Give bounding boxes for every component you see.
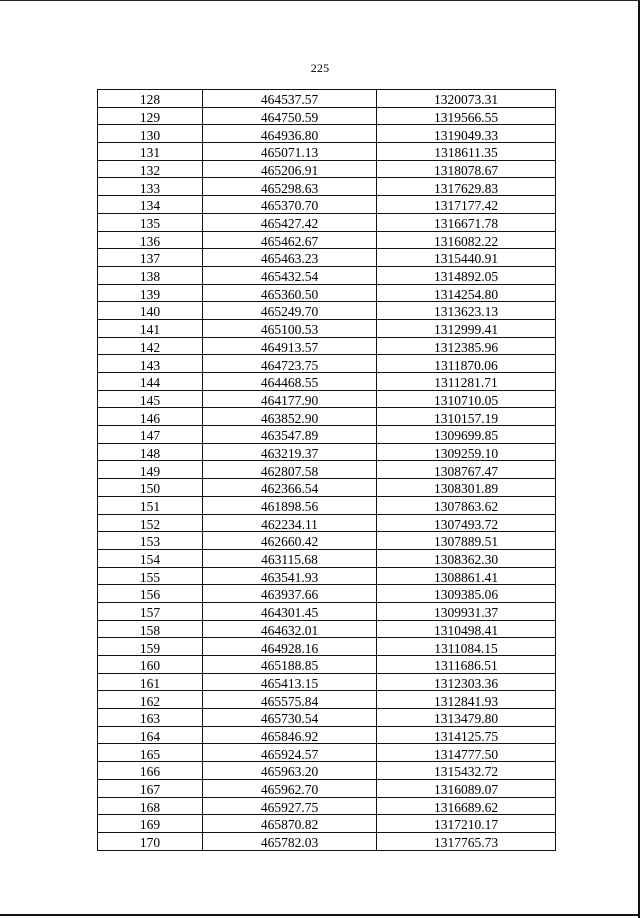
table-row <box>98 815 556 833</box>
point-number-cell: 144 <box>98 373 203 391</box>
table-row <box>98 496 556 514</box>
point-number-cell: 162 <box>98 691 203 709</box>
y-coordinate-cell: 1308301.89 <box>377 479 556 497</box>
x-coordinate-cell: 465249.70 <box>203 302 377 320</box>
table-row <box>98 178 556 196</box>
point-number-cell: 139 <box>98 284 203 302</box>
y-coordinate-cell: 1312999.41 <box>377 319 556 337</box>
table-row <box>98 143 556 161</box>
x-coordinate-cell: 465462.67 <box>203 231 377 249</box>
point-number-cell: 160 <box>98 656 203 674</box>
x-coordinate-cell: 465413.15 <box>203 673 377 691</box>
y-coordinate-cell: 1313479.80 <box>377 709 556 727</box>
y-coordinate-cell: 1317765.73 <box>377 832 556 850</box>
table-row <box>98 160 556 178</box>
table-row <box>98 709 556 727</box>
point-number-cell: 145 <box>98 390 203 408</box>
x-coordinate-cell: 464537.57 <box>203 90 377 108</box>
y-coordinate-cell: 1311870.06 <box>377 355 556 373</box>
point-number-cell: 161 <box>98 673 203 691</box>
y-coordinate-cell: 1308767.47 <box>377 461 556 479</box>
y-coordinate-cell: 1312385.96 <box>377 337 556 355</box>
x-coordinate-cell: 465927.75 <box>203 797 377 815</box>
x-coordinate-cell: 464723.75 <box>203 355 377 373</box>
table-row <box>98 213 556 231</box>
y-coordinate-cell: 1315432.72 <box>377 762 556 780</box>
x-coordinate-cell: 464928.16 <box>203 638 377 656</box>
x-coordinate-cell: 465463.23 <box>203 249 377 267</box>
x-coordinate-cell: 465206.91 <box>203 160 377 178</box>
point-number-cell: 136 <box>98 231 203 249</box>
table-row <box>98 319 556 337</box>
point-number-cell: 163 <box>98 709 203 727</box>
point-number-cell: 169 <box>98 815 203 833</box>
point-number-cell: 143 <box>98 355 203 373</box>
y-coordinate-cell: 1311084.15 <box>377 638 556 656</box>
table-row <box>98 196 556 214</box>
table-row <box>98 532 556 550</box>
y-coordinate-cell: 1318078.67 <box>377 160 556 178</box>
x-coordinate-cell: 463852.90 <box>203 408 377 426</box>
y-coordinate-cell: 1317629.83 <box>377 178 556 196</box>
bottom-rule <box>0 914 640 916</box>
table-row <box>98 125 556 143</box>
x-coordinate-cell: 465962.70 <box>203 779 377 797</box>
table-row <box>98 461 556 479</box>
point-number-cell: 132 <box>98 160 203 178</box>
y-coordinate-cell: 1315440.91 <box>377 249 556 267</box>
table-row <box>98 90 556 108</box>
y-coordinate-cell: 1312303.36 <box>377 673 556 691</box>
table-row <box>98 373 556 391</box>
point-number-cell: 137 <box>98 249 203 267</box>
point-number-cell: 142 <box>98 337 203 355</box>
y-coordinate-cell: 1307493.72 <box>377 514 556 532</box>
y-coordinate-cell: 1309259.10 <box>377 443 556 461</box>
x-coordinate-cell: 463547.89 <box>203 426 377 444</box>
table-row <box>98 266 556 284</box>
table-row <box>98 585 556 603</box>
x-coordinate-cell: 463219.37 <box>203 443 377 461</box>
point-number-cell: 156 <box>98 585 203 603</box>
table-row <box>98 479 556 497</box>
x-coordinate-cell: 464936.80 <box>203 125 377 143</box>
y-coordinate-cell: 1317177.42 <box>377 196 556 214</box>
table-row <box>98 691 556 709</box>
point-number-cell: 168 <box>98 797 203 815</box>
y-coordinate-cell: 1316082.22 <box>377 231 556 249</box>
x-coordinate-cell: 462807.58 <box>203 461 377 479</box>
y-coordinate-cell: 1316689.62 <box>377 797 556 815</box>
point-number-cell: 152 <box>98 514 203 532</box>
point-number-cell: 134 <box>98 196 203 214</box>
y-coordinate-cell: 1319566.55 <box>377 107 556 125</box>
table-row <box>98 744 556 762</box>
point-number-cell: 157 <box>98 602 203 620</box>
y-coordinate-cell: 1314777.50 <box>377 744 556 762</box>
y-coordinate-cell: 1308362.30 <box>377 549 556 567</box>
x-coordinate-cell: 465924.57 <box>203 744 377 762</box>
point-number-cell: 135 <box>98 213 203 231</box>
x-coordinate-cell: 465298.63 <box>203 178 377 196</box>
point-number-cell: 133 <box>98 178 203 196</box>
table-row <box>98 390 556 408</box>
x-coordinate-cell: 465427.42 <box>203 213 377 231</box>
point-number-cell: 141 <box>98 319 203 337</box>
y-coordinate-cell: 1308861.41 <box>377 567 556 585</box>
coordinate-table <box>97 89 556 851</box>
point-number-cell: 153 <box>98 532 203 550</box>
y-coordinate-cell: 1316671.78 <box>377 213 556 231</box>
y-coordinate-cell: 1310710.05 <box>377 390 556 408</box>
point-number-cell: 164 <box>98 726 203 744</box>
y-coordinate-cell: 1309385.06 <box>377 585 556 603</box>
y-coordinate-cell: 1320073.31 <box>377 90 556 108</box>
point-number-cell: 170 <box>98 832 203 850</box>
y-coordinate-cell: 1314892.05 <box>377 266 556 284</box>
point-number-cell: 146 <box>98 408 203 426</box>
x-coordinate-cell: 462234.11 <box>203 514 377 532</box>
x-coordinate-cell: 464468.55 <box>203 373 377 391</box>
table-row <box>98 408 556 426</box>
x-coordinate-cell: 465432.54 <box>203 266 377 284</box>
y-coordinate-cell: 1310157.19 <box>377 408 556 426</box>
table-row <box>98 284 556 302</box>
x-coordinate-cell: 462660.42 <box>203 532 377 550</box>
point-number-cell: 147 <box>98 426 203 444</box>
y-coordinate-cell: 1307863.62 <box>377 496 556 514</box>
x-coordinate-cell: 465870.82 <box>203 815 377 833</box>
table-row <box>98 656 556 674</box>
point-number-cell: 128 <box>98 90 203 108</box>
point-number-cell: 149 <box>98 461 203 479</box>
table-row <box>98 567 556 585</box>
y-coordinate-cell: 1310498.41 <box>377 620 556 638</box>
point-number-cell: 159 <box>98 638 203 656</box>
x-coordinate-cell: 465100.53 <box>203 319 377 337</box>
x-coordinate-cell: 465963.20 <box>203 762 377 780</box>
table-row <box>98 620 556 638</box>
point-number-cell: 131 <box>98 143 203 161</box>
table-row <box>98 514 556 532</box>
table-row <box>98 231 556 249</box>
table-row <box>98 337 556 355</box>
x-coordinate-cell: 465188.85 <box>203 656 377 674</box>
point-number-cell: 158 <box>98 620 203 638</box>
coordinate-table-body <box>98 90 556 851</box>
x-coordinate-cell: 464913.57 <box>203 337 377 355</box>
x-coordinate-cell: 465782.03 <box>203 832 377 850</box>
table-row <box>98 302 556 320</box>
point-number-cell: 167 <box>98 779 203 797</box>
table-row <box>98 107 556 125</box>
point-number-cell: 154 <box>98 549 203 567</box>
y-coordinate-cell: 1318611.35 <box>377 143 556 161</box>
table-row <box>98 832 556 850</box>
point-number-cell: 140 <box>98 302 203 320</box>
x-coordinate-cell: 461898.56 <box>203 496 377 514</box>
point-number-cell: 165 <box>98 744 203 762</box>
point-number-cell: 129 <box>98 107 203 125</box>
y-coordinate-cell: 1314254.80 <box>377 284 556 302</box>
y-coordinate-cell: 1311281.71 <box>377 373 556 391</box>
table-row <box>98 797 556 815</box>
point-number-cell: 150 <box>98 479 203 497</box>
y-coordinate-cell: 1309699.85 <box>377 426 556 444</box>
table-row <box>98 602 556 620</box>
x-coordinate-cell: 465360.50 <box>203 284 377 302</box>
x-coordinate-cell: 465846.92 <box>203 726 377 744</box>
table-row <box>98 673 556 691</box>
x-coordinate-cell: 464177.90 <box>203 390 377 408</box>
page-number: 225 <box>310 61 330 75</box>
x-coordinate-cell: 465071.13 <box>203 143 377 161</box>
table-row <box>98 443 556 461</box>
table-row <box>98 638 556 656</box>
table-row <box>98 355 556 373</box>
x-coordinate-cell: 463937.66 <box>203 585 377 603</box>
x-coordinate-cell: 465575.84 <box>203 691 377 709</box>
x-coordinate-cell: 464632.01 <box>203 620 377 638</box>
y-coordinate-cell: 1312841.93 <box>377 691 556 709</box>
y-coordinate-cell: 1316089.07 <box>377 779 556 797</box>
point-number-cell: 130 <box>98 125 203 143</box>
point-number-cell: 148 <box>98 443 203 461</box>
table-row <box>98 779 556 797</box>
point-number-cell: 155 <box>98 567 203 585</box>
y-coordinate-cell: 1313623.13 <box>377 302 556 320</box>
y-coordinate-cell: 1307889.51 <box>377 532 556 550</box>
table-row <box>98 426 556 444</box>
x-coordinate-cell: 462366.54 <box>203 479 377 497</box>
table-row <box>98 762 556 780</box>
y-coordinate-cell: 1314125.75 <box>377 726 556 744</box>
y-coordinate-cell: 1317210.17 <box>377 815 556 833</box>
table-row <box>98 249 556 267</box>
y-coordinate-cell: 1309931.37 <box>377 602 556 620</box>
x-coordinate-cell: 463541.93 <box>203 567 377 585</box>
x-coordinate-cell: 464750.59 <box>203 107 377 125</box>
point-number-cell: 151 <box>98 496 203 514</box>
table-row <box>98 549 556 567</box>
table-row <box>98 726 556 744</box>
x-coordinate-cell: 463115.68 <box>203 549 377 567</box>
x-coordinate-cell: 465730.54 <box>203 709 377 727</box>
x-coordinate-cell: 464301.45 <box>203 602 377 620</box>
y-coordinate-cell: 1319049.33 <box>377 125 556 143</box>
y-coordinate-cell: 1311686.51 <box>377 656 556 674</box>
x-coordinate-cell: 465370.70 <box>203 196 377 214</box>
point-number-cell: 138 <box>98 266 203 284</box>
point-number-cell: 166 <box>98 762 203 780</box>
coordinate-table-container <box>97 89 555 851</box>
